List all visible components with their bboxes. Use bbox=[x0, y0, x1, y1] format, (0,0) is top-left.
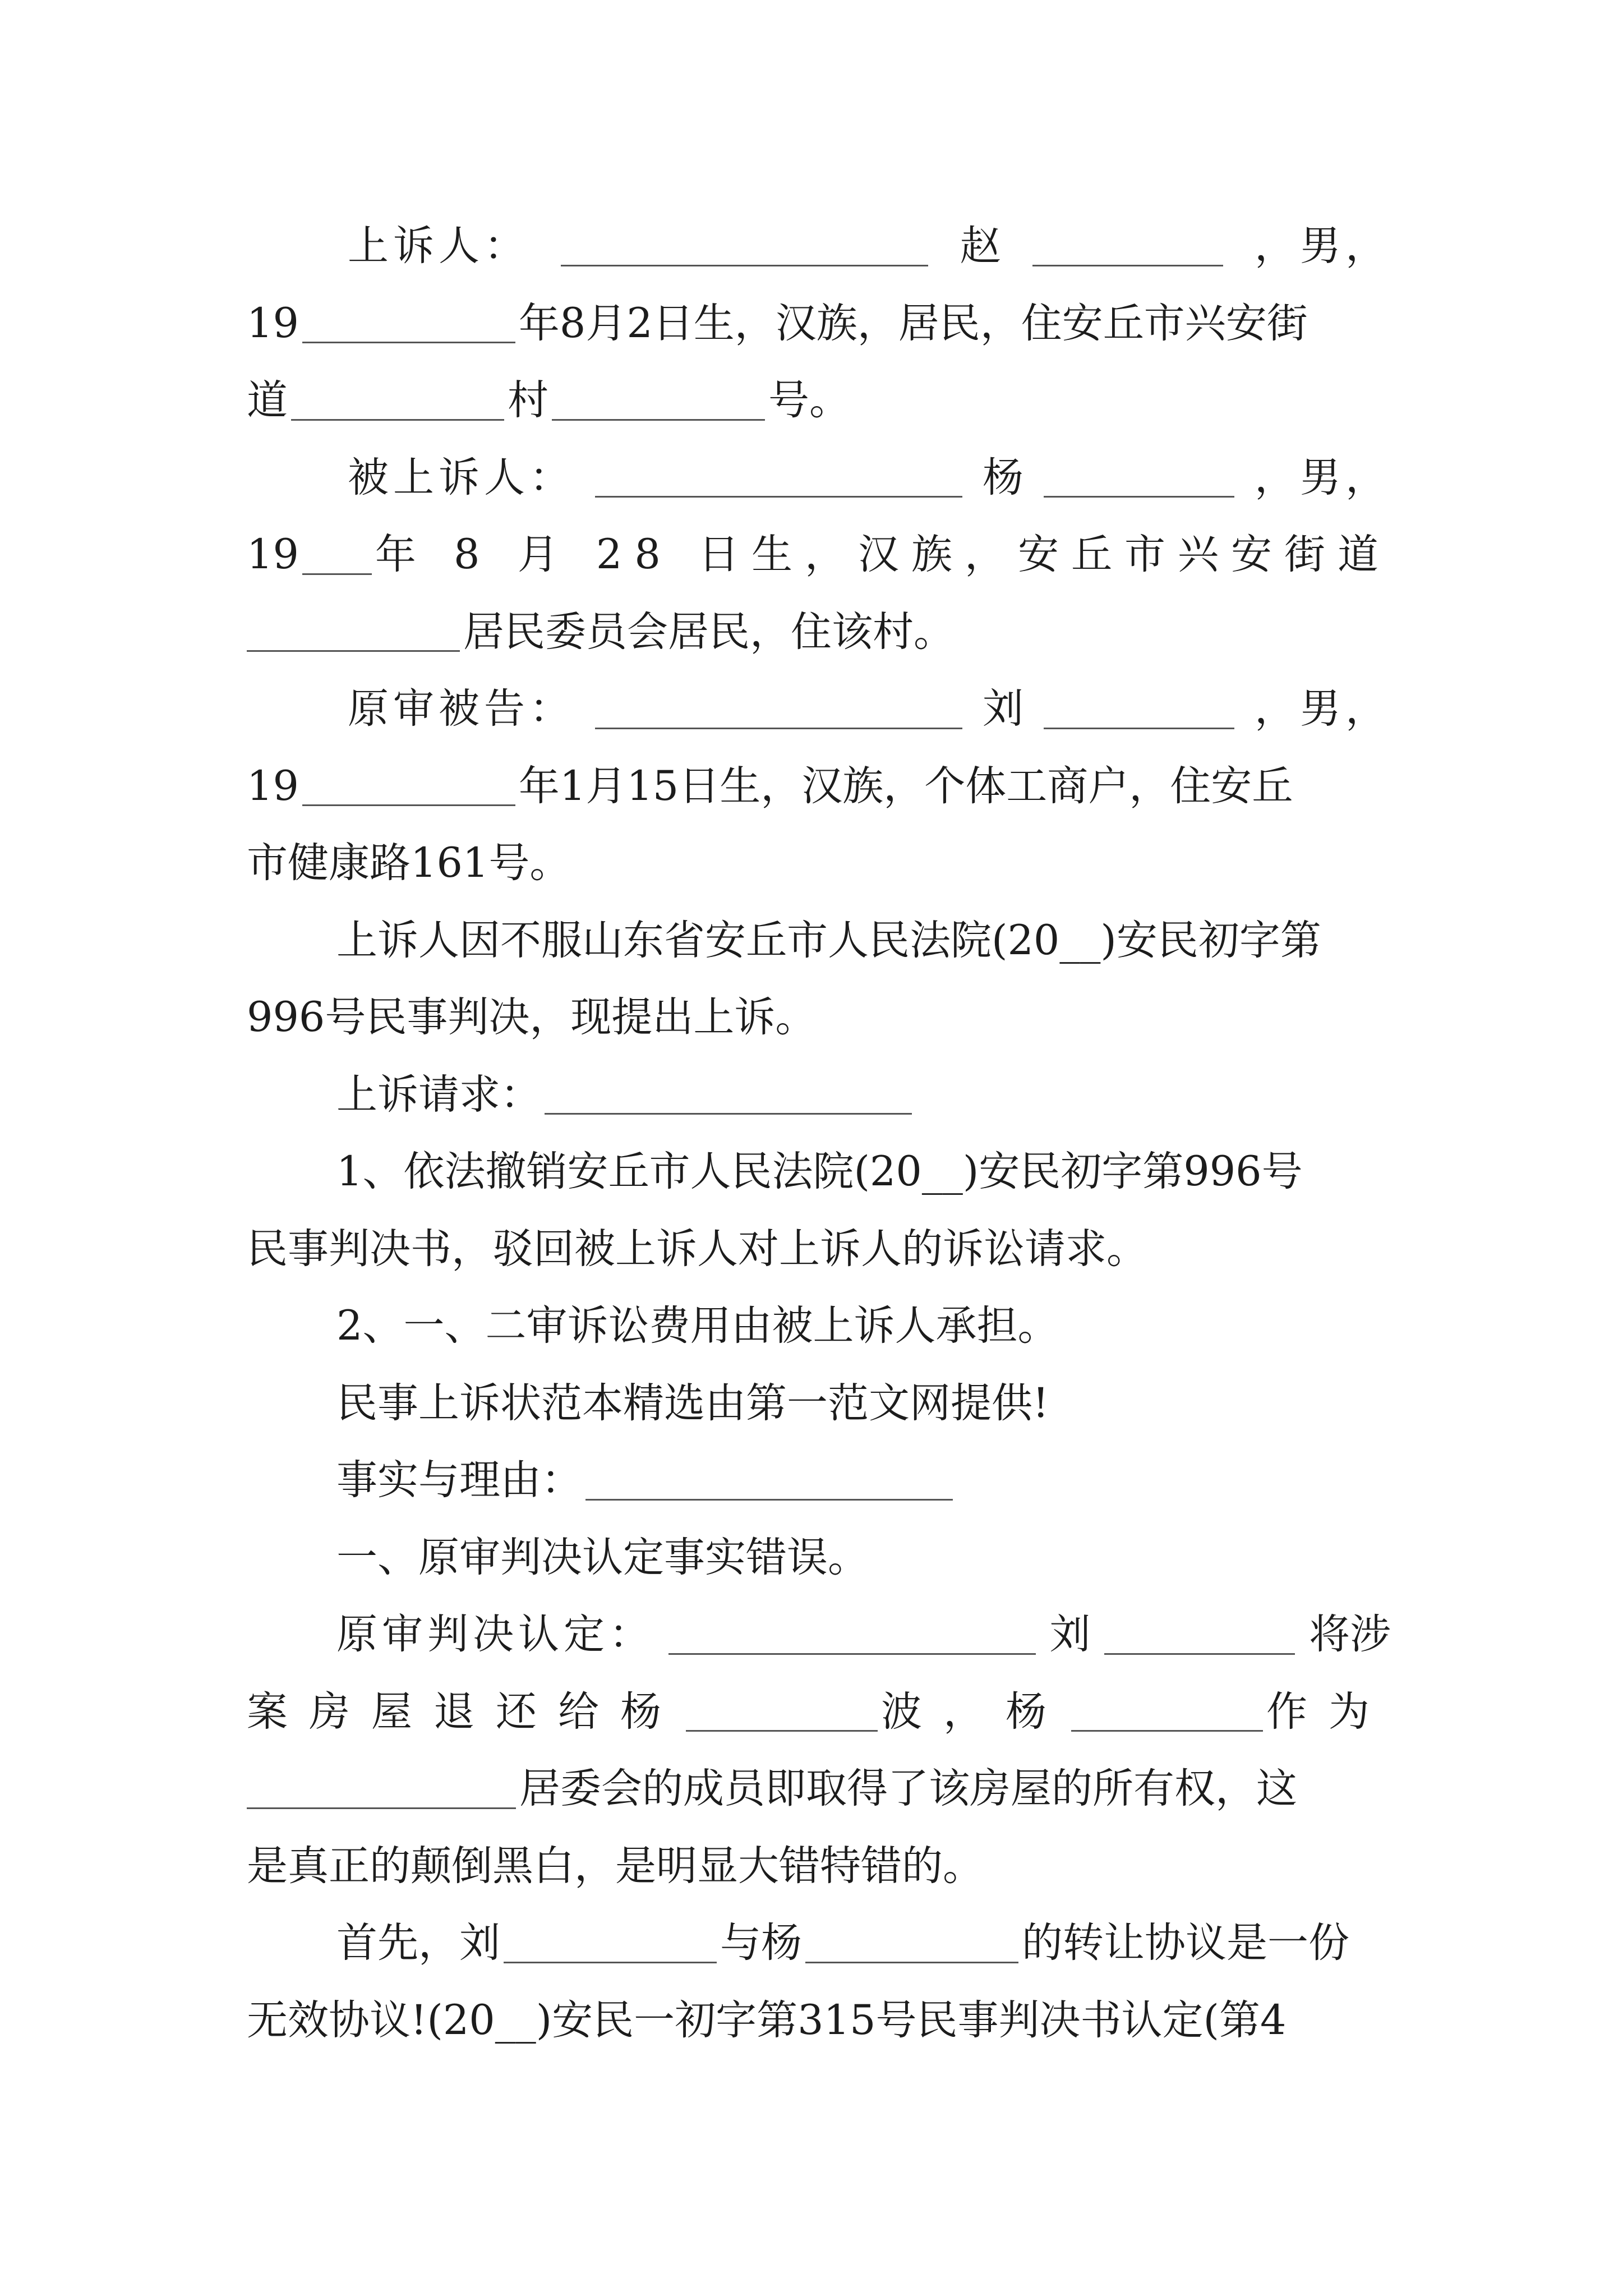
blank-field bbox=[291, 380, 504, 421]
transfer-text: 的转让协议是一份 bbox=[1022, 1919, 1349, 1967]
blank-field bbox=[668, 1614, 1036, 1655]
blank-field bbox=[247, 1769, 516, 1809]
judgment-line-3 bbox=[247, 1750, 1391, 1828]
defendant-line-3 bbox=[247, 825, 1391, 902]
appellee-surname: 杨 bbox=[983, 453, 1023, 501]
defendant-line-2 bbox=[247, 748, 1391, 825]
source-note-text: 民事上诉状范本精选由第一范文网提供! bbox=[336, 1379, 1049, 1427]
blank-field bbox=[302, 303, 515, 343]
judgment-text: 作为 bbox=[1266, 1687, 1391, 1736]
request-1-line-1 bbox=[247, 1133, 1391, 1211]
appeal-requests-label: 上诉请求： bbox=[336, 1070, 541, 1119]
year-prefix: 19 bbox=[247, 299, 299, 347]
appellant-label: 上诉人： bbox=[348, 222, 529, 270]
year-prefix: 19 bbox=[247, 531, 299, 578]
year-prefix: 19 bbox=[247, 762, 299, 810]
facts-reasons-label: 事实与理由： bbox=[336, 1456, 582, 1504]
request-2-line bbox=[247, 1287, 1391, 1365]
blank-field bbox=[552, 380, 765, 421]
transfer-text: 无效协议!(20__)安民一初字第315号民事判决书认定(第4 bbox=[247, 1996, 1287, 2044]
judgment-tail: 将涉 bbox=[1309, 1611, 1391, 1658]
judgment-text: 波，杨 bbox=[881, 1687, 1068, 1736]
blank-field bbox=[595, 689, 962, 729]
appellant-line-1 bbox=[247, 208, 1391, 285]
judgment-line-4 bbox=[247, 1828, 1391, 1905]
appellee-birth-info: 年 8 月 28 日生，汉族，安丘市兴安街道 bbox=[375, 531, 1391, 578]
point-1-text: 一、原审判决认定事实错误。 bbox=[336, 1533, 869, 1581]
appellee-label: 被上诉人： bbox=[348, 453, 575, 501]
appellant-gender: ，男， bbox=[1255, 222, 1391, 270]
appeal-intro-line-1 bbox=[247, 902, 1391, 979]
facts-reasons-heading bbox=[247, 1442, 1391, 1519]
blank-field bbox=[1044, 457, 1234, 498]
document-page bbox=[247, 208, 1391, 2059]
blank-field bbox=[1044, 689, 1234, 729]
defendant-surname: 刘 bbox=[983, 685, 1023, 733]
blank-field bbox=[561, 226, 928, 266]
appellant-line-3 bbox=[247, 362, 1391, 439]
judgment-surname: 刘 bbox=[1049, 1611, 1091, 1658]
address-number: 号。 bbox=[768, 376, 850, 424]
request-1-text: 1、依法撤销安丘市人民法院(20__)安民初字第996号 bbox=[336, 1148, 1303, 1195]
appellee-gender: ，男， bbox=[1255, 453, 1391, 501]
address-village: 村 bbox=[508, 376, 548, 424]
judgment-text: 是真正的颠倒黑白，是明显大错特错的。 bbox=[247, 1842, 984, 1890]
judgment-label: 原审判决认定： bbox=[336, 1611, 654, 1658]
defendant-line-1 bbox=[247, 670, 1391, 748]
request-1-line-2 bbox=[247, 1211, 1391, 1288]
defendant-address: 市健康路161号。 bbox=[247, 839, 571, 887]
defendant-gender: ，男， bbox=[1255, 685, 1391, 733]
appellant-line-2 bbox=[247, 285, 1391, 362]
blank-field bbox=[1104, 1614, 1295, 1655]
appellee-line-3 bbox=[247, 593, 1391, 671]
transfer-line-1 bbox=[247, 1904, 1391, 1982]
appellant-birth-info: 年8月2日生，汉族，居民，住安丘市兴安街 bbox=[518, 299, 1308, 347]
defendant-birth-info: 年1月15日生，汉族，个体工商户，住安丘 bbox=[518, 762, 1293, 810]
appeal-intro-text: 996号民事判决，现提出上诉。 bbox=[247, 993, 817, 1041]
appeal-intro-text: 上诉人因不服山东省安丘市人民法院(20__)安民初字第 bbox=[336, 916, 1321, 964]
judgment-line-2 bbox=[247, 1673, 1391, 1751]
transfer-text: 与杨 bbox=[720, 1919, 802, 1967]
blank-field bbox=[595, 457, 962, 498]
transfer-text: 首先，刘 bbox=[336, 1919, 500, 1967]
blank-field bbox=[1071, 1691, 1263, 1732]
blank-field bbox=[247, 611, 460, 652]
judgment-text: 案房屋退还给杨 bbox=[247, 1687, 683, 1736]
transfer-line-2 bbox=[247, 1982, 1391, 2059]
appeal-requests-heading bbox=[247, 1056, 1391, 1134]
blank-field bbox=[585, 1460, 953, 1501]
request-1-text: 民事判决书，驳回被上诉人对上诉人的诉讼请求。 bbox=[247, 1225, 1147, 1273]
blank-field bbox=[805, 1923, 1018, 1963]
blank-field bbox=[545, 1074, 912, 1115]
source-note-line bbox=[247, 1365, 1391, 1442]
judgment-line-1 bbox=[247, 1596, 1391, 1673]
appeal-intro-line-2 bbox=[247, 979, 1391, 1056]
appellee-line-2 bbox=[247, 516, 1391, 593]
blank-field bbox=[504, 1923, 717, 1963]
blank-field bbox=[686, 1691, 878, 1732]
blank-field bbox=[302, 535, 372, 575]
blank-field bbox=[1032, 226, 1223, 266]
appellant-surname: 赵 bbox=[960, 222, 1001, 270]
appellee-residence: 居民委员会居民，住该村。 bbox=[463, 608, 955, 656]
judgment-text: 居委会的成员即取得了该房屋的所有权，这 bbox=[519, 1765, 1297, 1812]
appellee-line-1 bbox=[247, 439, 1391, 517]
blank-field bbox=[302, 766, 515, 806]
request-2-text: 2、一、二审诉讼费用由被上诉人承担。 bbox=[336, 1302, 1059, 1350]
point-1-heading bbox=[247, 1519, 1391, 1596]
address-road: 道 bbox=[247, 376, 288, 424]
defendant-label: 原审被告： bbox=[348, 685, 575, 733]
